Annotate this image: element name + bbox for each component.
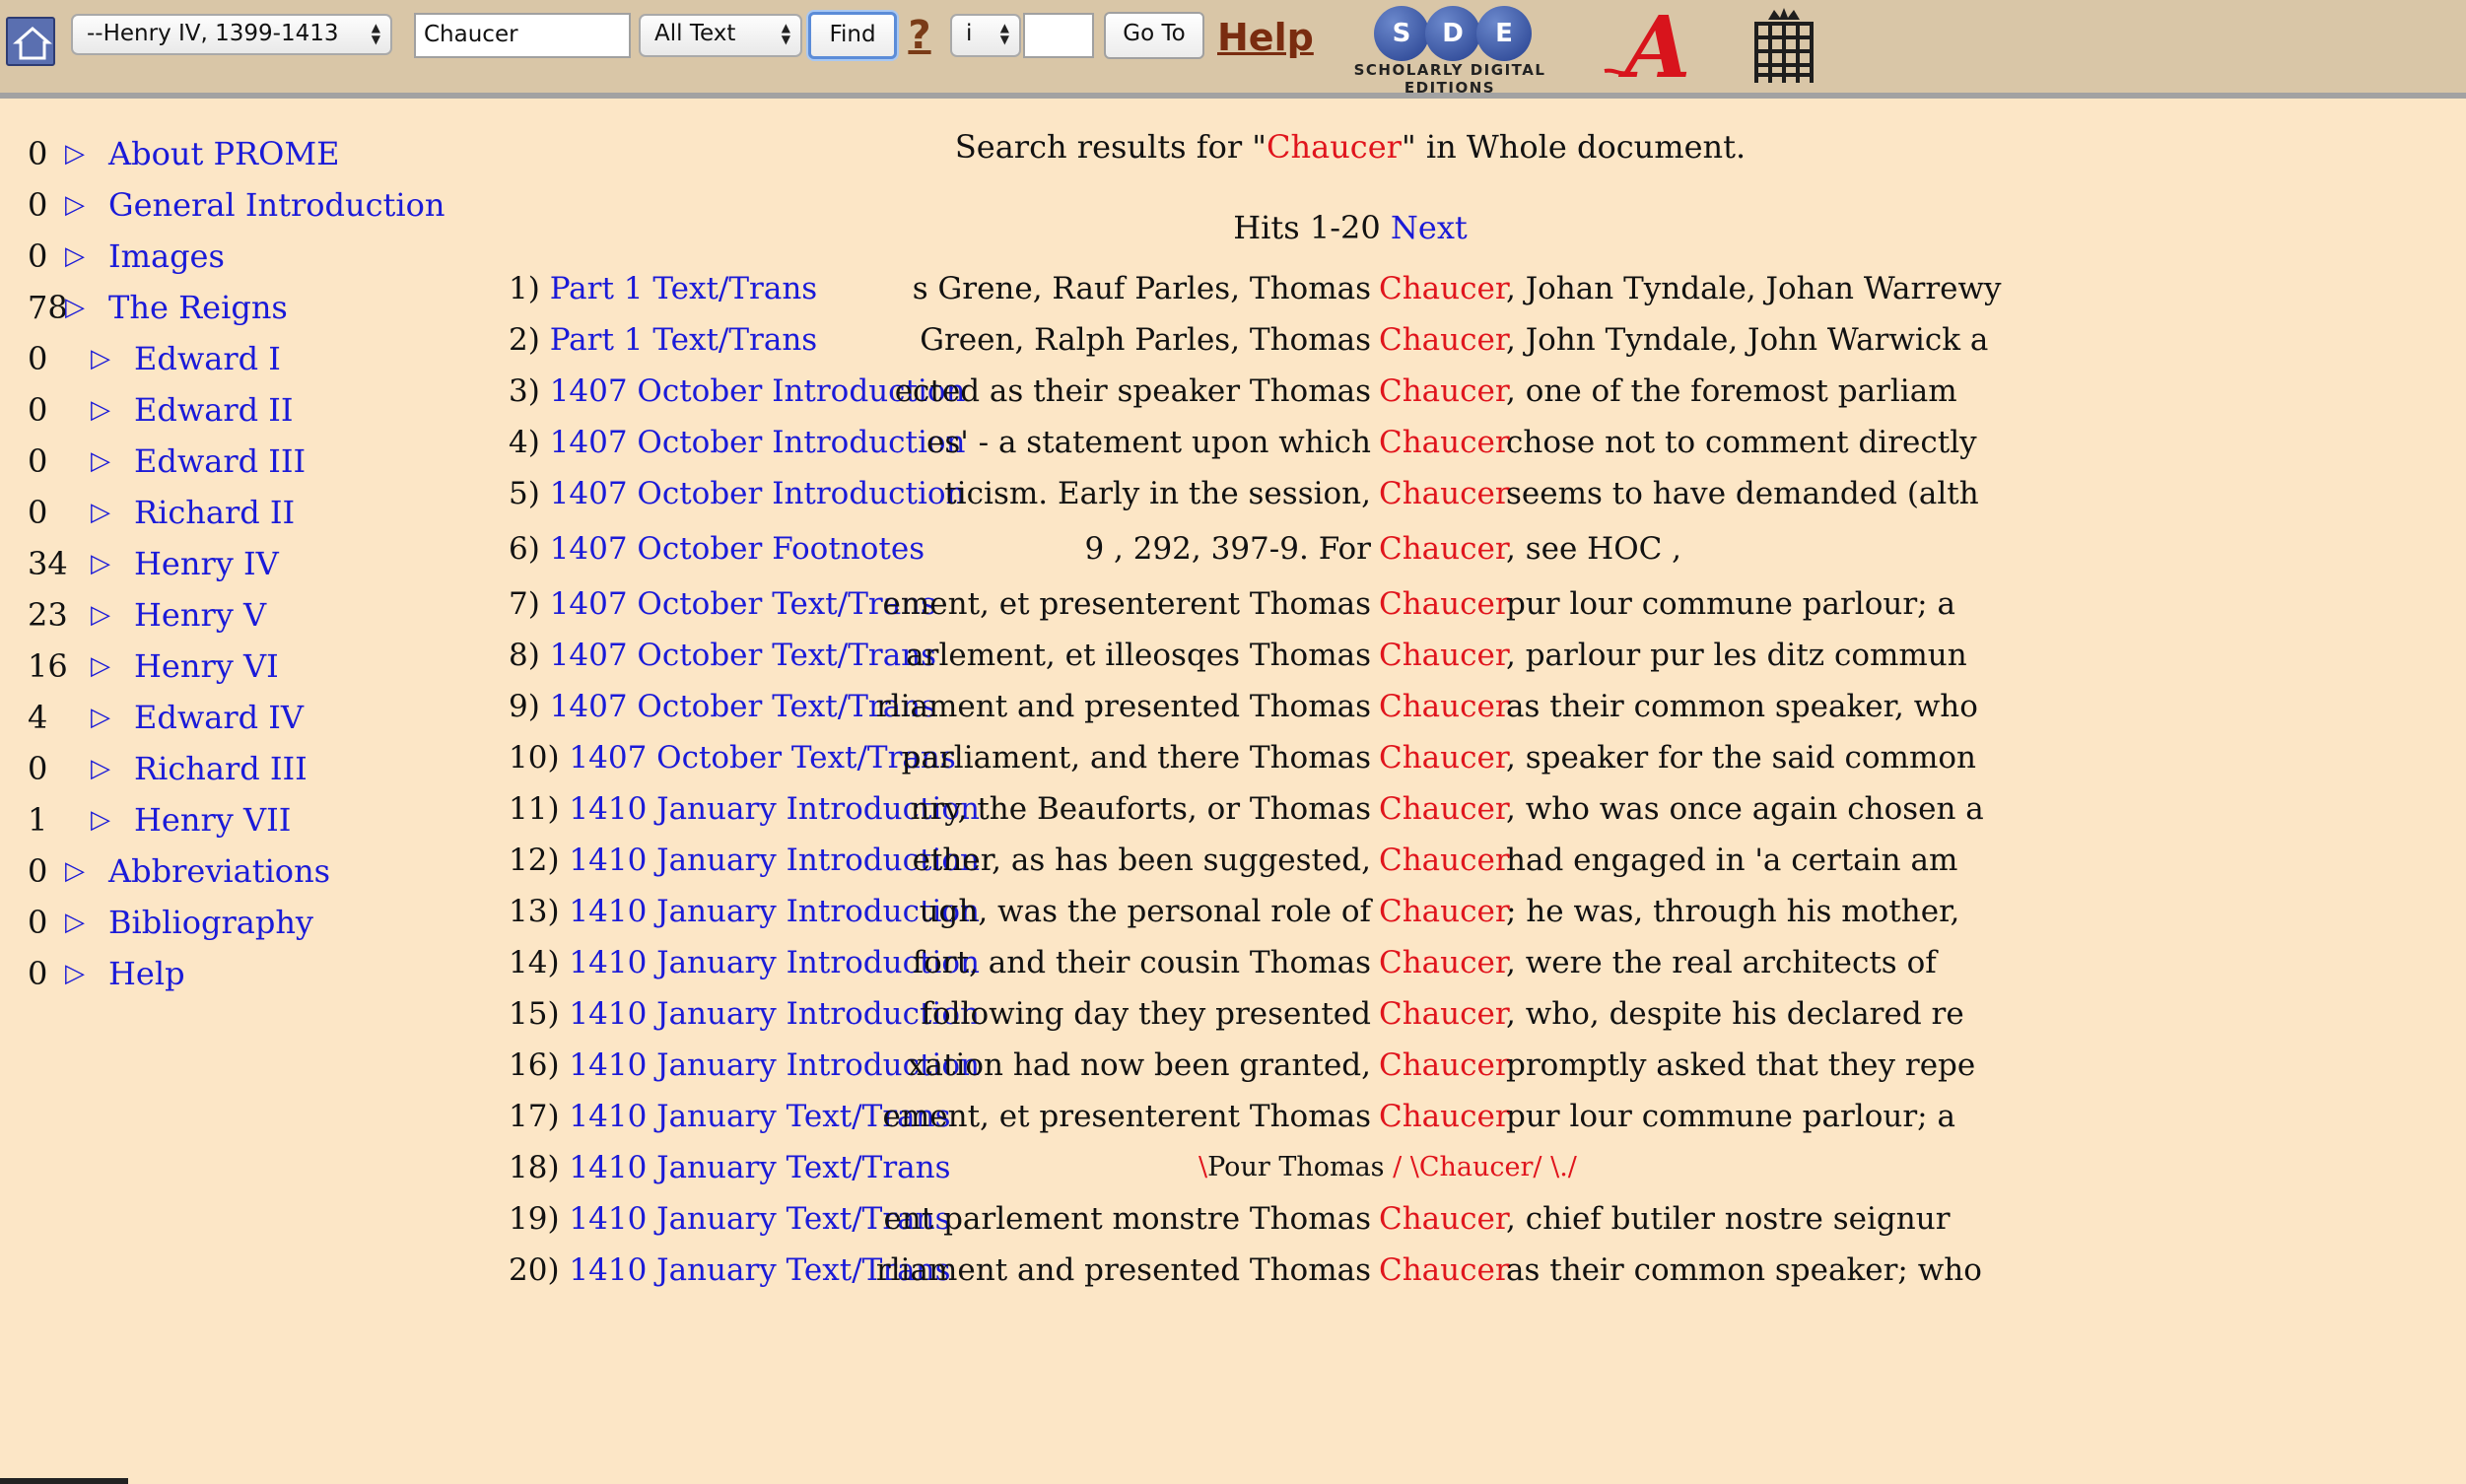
sidebar-item-label[interactable]: Richard II	[134, 494, 296, 531]
select-arrows-icon: ▲ ▼	[371, 21, 380, 46]
sidebar-item-count: 1	[28, 801, 48, 839]
snippet-after: , speaker for the said common	[1506, 740, 1976, 776]
sidebar-item-count: 0	[28, 904, 48, 941]
result-number: 6)	[509, 531, 540, 567]
snippet-before: es' - a statement upon which	[926, 425, 1371, 460]
summary-term: Chaucer	[1267, 128, 1402, 166]
expand-triangle-icon[interactable]: ▷	[91, 805, 110, 835]
expand-triangle-icon[interactable]: ▷	[91, 651, 110, 681]
home-button[interactable]	[6, 17, 55, 66]
result-number: 5)	[509, 476, 540, 511]
result-section-link[interactable]: Part 1 Text/Trans	[549, 271, 818, 306]
result-section-link[interactable]: 1407 October Text/Trans	[549, 586, 937, 622]
snippet-keyword: Chaucer	[1379, 1099, 1510, 1134]
result-number: 20)	[509, 1252, 560, 1288]
snippet-keyword: Chaucer	[1379, 1252, 1510, 1288]
sidebar-item-count: 0	[28, 494, 48, 531]
result-section-link[interactable]: 1410 January Text/Trans	[569, 1201, 951, 1237]
result-row	[509, 784, 980, 834]
sidebar-item-label[interactable]: Edward III	[134, 442, 307, 480]
result-section-link[interactable]: 1410 January Text/Trans	[569, 1252, 951, 1288]
snippet-before: s Grene, Rauf Parles, Thomas	[912, 271, 1371, 306]
snippet-keyword: Chaucer	[1379, 689, 1510, 724]
sidebar-item-count: 16	[28, 647, 68, 685]
sidebar-item-count: 0	[28, 852, 48, 890]
result-section-link[interactable]: 1410 January Text/Trans	[569, 1150, 951, 1185]
result-section-link[interactable]: 1407 October Footnotes	[549, 531, 925, 567]
snippet-before: ticism. Early in the session,	[944, 476, 1371, 511]
sidebar-item-label[interactable]: General Introduction	[108, 186, 445, 224]
sidebar-item-label[interactable]: Edward IV	[134, 699, 305, 736]
snippet-keyword: Chaucer	[1379, 843, 1510, 878]
find-button[interactable]: Find	[808, 12, 897, 59]
result-number: 10)	[509, 740, 560, 776]
expand-triangle-icon[interactable]: ▷	[91, 600, 110, 630]
expand-triangle-icon[interactable]: ▷	[65, 241, 85, 271]
result-number: 15)	[509, 996, 560, 1032]
home-icon	[13, 24, 52, 63]
sidebar-item-label[interactable]: Abbreviations	[108, 852, 331, 890]
result-section-link[interactable]: 1407 October Introduction	[549, 373, 966, 409]
sidebar-item-label[interactable]: Henry IV	[134, 545, 279, 582]
result-section-link[interactable]: 1407 October Introduction	[549, 476, 966, 511]
expand-triangle-icon[interactable]: ▷	[91, 549, 110, 578]
snippet-keyword: Chaucer	[1379, 638, 1510, 673]
search-help-icon[interactable]: ?	[908, 13, 931, 58]
result-number: 14)	[509, 945, 560, 980]
result-section-link[interactable]: 1410 January Introduction	[569, 1047, 980, 1083]
snippet-after: , see HOC ,	[1506, 531, 1682, 567]
page-input[interactable]	[1023, 13, 1094, 58]
result-section-link[interactable]: 1410 January Introduction	[569, 791, 980, 827]
portcullis-logo[interactable]	[1748, 6, 1819, 87]
expand-triangle-icon[interactable]: ▷	[65, 190, 85, 220]
snippet-keyword: Chaucer	[1379, 894, 1510, 929]
snippet-after: pur lour commune parlour; a	[1506, 586, 1955, 622]
snippet-keyword: Chaucer	[1379, 791, 1510, 827]
search-input[interactable]	[414, 13, 631, 58]
snippet-keyword: Chaucer	[1379, 945, 1510, 980]
expand-triangle-icon[interactable]: ▷	[65, 908, 85, 937]
sidebar-item[interactable]	[0, 538, 473, 589]
result-row	[509, 418, 966, 467]
sidebar-item[interactable]	[0, 897, 473, 948]
snippet-before: ent parlement monstre Thomas	[883, 1201, 1371, 1237]
result-number: 9)	[509, 689, 540, 724]
snippet-after: , who was once again chosen a	[1506, 791, 1984, 827]
goto-button[interactable]: Go To	[1104, 12, 1204, 59]
sidebar-item-count: 78	[28, 289, 68, 326]
markup-symbol: \	[1199, 1152, 1208, 1182]
sidebar-item[interactable]	[0, 487, 473, 538]
part-select-value: i	[966, 21, 973, 46]
portcullis-icon	[1748, 6, 1819, 87]
select-arrows-icon: ▲ ▼	[999, 21, 1009, 46]
result-row	[509, 836, 980, 885]
result-number: 2)	[509, 322, 540, 358]
sde-logo-letter: D	[1425, 6, 1480, 61]
sidebar-item-label[interactable]: Edward II	[134, 391, 294, 429]
reign-select-value: --Henry IV, 1399-1413	[87, 21, 339, 46]
snippet-keyword: / \Chaucer/ \./	[1393, 1152, 1577, 1182]
snippet-keyword: Chaucer	[1379, 586, 1510, 622]
snippet-keyword: Chaucer	[1379, 996, 1510, 1032]
sidebar-item-label[interactable]: About PROME	[108, 135, 340, 172]
snippet-text: Pour Thomas	[1207, 1152, 1394, 1182]
result-row	[509, 887, 980, 936]
publisher-a-icon	[1601, 0, 1709, 89]
result-section-link[interactable]: 1410 January Introduction	[569, 843, 980, 878]
publisher-logo-letter: A	[1624, 0, 1691, 89]
result-row	[509, 938, 980, 987]
expand-triangle-icon[interactable]: ▷	[91, 498, 110, 527]
result-section-link[interactable]: 1407 October Text/Trans	[549, 638, 937, 673]
sde-logo[interactable]	[1317, 6, 1583, 97]
result-row	[509, 631, 936, 680]
sidebar-item-count: 0	[28, 340, 48, 377]
sidebar-item[interactable]	[0, 845, 473, 897]
snippet-after: , were the real architects of	[1506, 945, 1937, 980]
result-row	[509, 1143, 951, 1192]
snippet-before: ement, et presenterent Thomas	[882, 586, 1371, 622]
sidebar-item[interactable]	[0, 794, 473, 845]
result-number: 3)	[509, 373, 540, 409]
result-row	[509, 315, 817, 365]
snippet-keyword: Chaucer	[1379, 531, 1510, 567]
snippet-before: ected as their speaker Thomas	[894, 373, 1371, 409]
snippet-keyword: Chaucer	[1379, 373, 1510, 409]
sidebar-item[interactable]	[0, 743, 473, 794]
snippet-before: ugh, was the personal role of	[919, 894, 1371, 929]
result-section-link[interactable]: 1407 October Introduction	[549, 425, 966, 460]
result-number: 18)	[509, 1150, 560, 1185]
sidebar-item-label[interactable]: Richard III	[134, 750, 308, 787]
snippet-after: promptly asked that they repe	[1506, 1047, 1976, 1083]
help-link[interactable]: Help	[1217, 16, 1314, 59]
sidebar-item-label[interactable]: Edward I	[134, 340, 281, 377]
snippet-keyword: Chaucer	[1379, 476, 1510, 511]
snippet-before: rliament and presented Thomas	[875, 1252, 1371, 1288]
sidebar-item[interactable]	[0, 436, 473, 487]
sidebar-item-label[interactable]: Help	[108, 955, 185, 992]
sidebar-item-label[interactable]: Henry VII	[134, 801, 292, 839]
snippet-after: ; he was, through his mother,	[1506, 894, 1960, 929]
sidebar-item[interactable]	[0, 641, 473, 692]
sidebar-item-label[interactable]: Henry VI	[134, 647, 279, 685]
result-row	[509, 682, 936, 731]
sidebar-item-count: 0	[28, 391, 48, 429]
result-number: 8)	[509, 638, 540, 673]
search-input-value: Chaucer	[424, 22, 518, 47]
result-section-link[interactable]: 1410 January Text/Trans	[569, 1099, 951, 1134]
result-number: 4)	[509, 425, 540, 460]
result-number: 19)	[509, 1201, 560, 1237]
sidebar-item-count: 0	[28, 750, 48, 787]
snippet-keyword: Chaucer	[1379, 425, 1510, 460]
snippet-after: , John Tyndale, John Warwick a	[1506, 322, 1989, 358]
sidebar-item[interactable]	[0, 333, 473, 384]
snippet-keyword: Chaucer	[1379, 322, 1510, 358]
snippet-keyword: Chaucer	[1379, 271, 1510, 306]
expand-triangle-icon[interactable]: ▷	[65, 139, 85, 169]
expand-triangle-icon[interactable]: ▷	[65, 959, 85, 988]
result-number: 11)	[509, 791, 560, 827]
snippet-keyword: Chaucer	[1379, 740, 1510, 776]
snippet-after: seems to have demanded (alth	[1506, 476, 1979, 511]
sidebar-item[interactable]	[0, 128, 473, 179]
sidebar-item[interactable]	[0, 948, 473, 999]
sidebar-item-count: 0	[28, 135, 48, 172]
expand-triangle-icon[interactable]: ▷	[91, 446, 110, 476]
expand-triangle-icon[interactable]: ▷	[91, 395, 110, 425]
result-number: 17)	[509, 1099, 560, 1134]
summary-suffix: " in Whole document.	[1401, 128, 1747, 166]
sidebar-item-label[interactable]: Henry V	[134, 596, 267, 634]
snippet-before: 9 , 292, 397-9. For	[1084, 531, 1371, 567]
snippet-after: chose not to comment directly	[1506, 425, 1977, 460]
expand-triangle-icon[interactable]: ▷	[91, 754, 110, 783]
snippet-after: as their common speaker; who	[1506, 1252, 1982, 1288]
scope-select-value: All Text	[654, 21, 736, 46]
result-row	[509, 579, 936, 629]
sidebar-item-count: 0	[28, 955, 48, 992]
sidebar-item-count: 23	[28, 596, 68, 634]
snippet-before: fort, and their cousin Thomas	[912, 945, 1371, 980]
result-section-link[interactable]: 1410 January Introduction	[569, 894, 980, 929]
results-summary	[493, 128, 2208, 166]
sidebar-item-count: 34	[28, 545, 68, 582]
summary-prefix: Search results for "	[954, 128, 1267, 166]
toolbar	[0, 0, 2466, 99]
result-row	[509, 264, 817, 313]
result-number: 13)	[509, 894, 560, 929]
result-section-link[interactable]: 1407 October Text/Trans	[549, 689, 937, 724]
result-row	[509, 469, 966, 518]
result-number: 16)	[509, 1047, 560, 1083]
snippet-keyword: Chaucer	[1379, 1201, 1510, 1237]
select-arrows-icon: ▲ ▼	[781, 21, 790, 46]
sidebar-item-label[interactable]: Images	[108, 237, 225, 275]
sidebar-item-count: 4	[28, 699, 48, 736]
sidebar-item-label[interactable]: Bibliography	[108, 904, 313, 941]
snippet-before: arlement, et illeosqes Thomas	[906, 638, 1371, 673]
sidebar-item-count: 0	[28, 237, 48, 275]
snippet-before: Green, Ralph Parles, Thomas	[920, 322, 1371, 358]
snippet-after: , who, despite his declared re	[1506, 996, 1964, 1032]
result-row	[509, 989, 980, 1039]
result-section-link[interactable]: 1407 October Text/Trans	[569, 740, 956, 776]
snippet-before: ement, et presenterent Thomas	[882, 1099, 1371, 1134]
hits-line	[493, 209, 2208, 246]
snippet-after: , parlour pur les ditz commun	[1506, 638, 1967, 673]
result-row	[509, 524, 925, 573]
result-section-link[interactable]: 1410 January Introduction	[569, 996, 980, 1032]
sidebar-item[interactable]	[0, 384, 473, 436]
snippet-after: had engaged in 'a certain am	[1506, 843, 1958, 878]
expand-triangle-icon[interactable]: ▷	[65, 856, 85, 886]
sidebar-item[interactable]	[0, 231, 473, 282]
snippet-after: , chief butiler nostre seignur	[1506, 1201, 1951, 1237]
snippet-before: nry, the Beauforts, or Thomas	[910, 791, 1371, 827]
sde-logo-letter: E	[1476, 6, 1532, 61]
snippet-before: xation had now been granted,	[908, 1047, 1371, 1083]
sidebar-item-count: 0	[28, 186, 48, 224]
expand-triangle-icon[interactable]: ▷	[65, 293, 85, 322]
snippet-after: as their common speaker, who	[1506, 689, 1978, 724]
snippet-before: following day they presented	[921, 996, 1371, 1032]
expand-triangle-icon[interactable]: ▷	[91, 344, 110, 373]
expand-triangle-icon[interactable]: ▷	[91, 703, 110, 732]
snippet-after: , Johan Tyndale, Johan Warrewy	[1506, 271, 2002, 306]
sidebar-item-count: 0	[28, 442, 48, 480]
sidebar-item[interactable]	[0, 179, 473, 231]
sde-logo-letter: S	[1374, 6, 1429, 61]
snippet-before: ether, as has been suggested,	[912, 843, 1371, 878]
sidebar-item[interactable]	[0, 589, 473, 641]
sidebar-item[interactable]	[0, 692, 473, 743]
snippet-before: parliament, and there Thomas	[901, 740, 1371, 776]
reign-select[interactable]	[71, 14, 392, 55]
publisher-logo[interactable]	[1601, 0, 1709, 89]
part-select[interactable]	[950, 14, 1021, 57]
scope-select[interactable]	[639, 14, 802, 57]
sidebar-item[interactable]	[0, 282, 473, 333]
result-row	[509, 733, 956, 782]
result-number: 7)	[509, 586, 540, 622]
snippet-after: pur lour commune parlour; a	[1506, 1099, 1955, 1134]
sidebar-item-label[interactable]: The Reigns	[108, 289, 288, 326]
snippet-after: , one of the foremost parliam	[1506, 373, 1957, 409]
result-section-link[interactable]: Part 1 Text/Trans	[549, 322, 818, 358]
result-number: 1)	[509, 271, 540, 306]
bottom-strip	[0, 1478, 128, 1484]
sde-caption: SCHOLARLY DIGITAL EDITIONS	[1353, 61, 1546, 97]
snippet-before: rliament and presented Thomas	[875, 689, 1371, 724]
result-section-link[interactable]: 1410 January Introduction	[569, 945, 980, 980]
next-link[interactable]: Next	[1390, 209, 1468, 246]
result-number: 12)	[509, 843, 560, 878]
hits-range: Hits 1-20	[1233, 209, 1381, 246]
snippet-keyword: Chaucer	[1379, 1047, 1510, 1083]
